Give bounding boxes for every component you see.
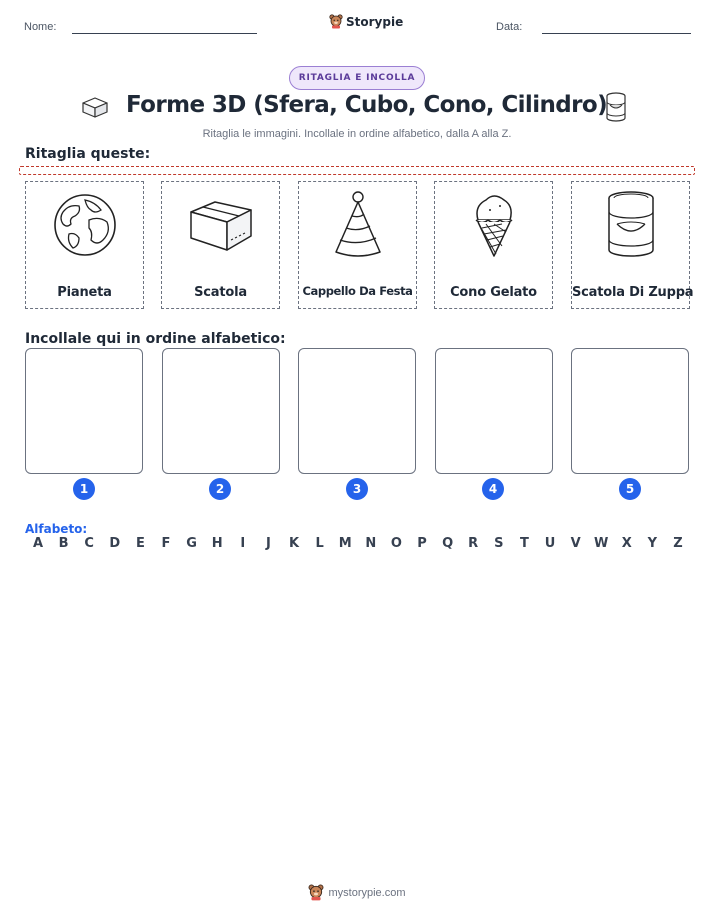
alphabet-letter: B: [58, 536, 69, 551]
alphabet-letter: Q: [442, 536, 454, 551]
party-hat-icon: [324, 190, 392, 260]
alphabet-letter: P: [417, 536, 427, 551]
soup-can-icon: [597, 190, 665, 260]
alphabet-letter: H: [211, 536, 223, 551]
alphabet-letter: M: [338, 536, 352, 551]
brand-logo: [329, 14, 403, 29]
paste-box-4[interactable]: [435, 348, 553, 474]
paste-box-3[interactable]: [298, 348, 416, 474]
alphabet-letter: K: [288, 536, 300, 551]
box-icon: [80, 94, 110, 120]
slot-number: 1: [73, 478, 95, 500]
paste-boxes: [25, 348, 690, 503]
footer-url[interactable]: mystorypie.com: [328, 886, 406, 899]
cut-card-pianeta[interactable]: [25, 181, 144, 309]
brand-name: Storypie: [346, 14, 404, 29]
slot-number: 2: [209, 478, 231, 500]
cut-cards: [25, 181, 694, 309]
alphabet-letter: T: [519, 536, 529, 551]
alphabet-letter: I: [240, 536, 246, 551]
page-title: Forme 3D (Sfera, Cubo, Cono, Cilindro): [126, 92, 607, 118]
cut-card-label: Scatola Di Zuppa: [572, 285, 694, 300]
cut-card-cono-gelato[interactable]: [434, 181, 553, 309]
alphabet-letter: E: [135, 536, 145, 551]
footer: [0, 884, 714, 901]
instructions: Ritaglia le immagini. Incollale in ordine alfabetico, dalla A alla Z.: [202, 128, 512, 140]
alphabet-letter: J: [265, 536, 271, 551]
cut-line: [19, 166, 695, 175]
alphabet-letter: Y: [647, 536, 658, 551]
paste-box-5[interactable]: [571, 348, 689, 474]
alphabet-letter: S: [494, 536, 504, 551]
bear-mascot-icon: [308, 884, 324, 901]
cut-card-scatola-di-zuppa[interactable]: [571, 181, 694, 309]
bear-mascot-icon: [329, 14, 343, 29]
date-label: Data:: [496, 21, 523, 33]
paste-box-2[interactable]: [162, 348, 280, 474]
alphabet-letter: Z: [673, 536, 683, 551]
slot-number: 4: [482, 478, 504, 500]
activity-badge: RITAGLIA E INCOLLA: [289, 66, 425, 90]
box-icon: [187, 190, 255, 260]
alphabet-letter: U: [544, 536, 556, 551]
alphabet-letter: W: [594, 536, 609, 551]
alphabet-letter: C: [84, 536, 94, 551]
name-line[interactable]: [72, 33, 257, 34]
cut-heading: Ritaglia queste:: [25, 146, 151, 162]
alphabet-label: Alfabeto:: [25, 522, 88, 536]
alphabet-letter: F: [161, 536, 171, 551]
alphabet-letter: V: [570, 536, 581, 551]
alphabet-letter: X: [621, 536, 632, 551]
date-line[interactable]: [542, 33, 691, 34]
alphabet-letter: R: [468, 536, 479, 551]
alphabet-letter: L: [315, 536, 324, 551]
alphabet-letter: G: [186, 536, 197, 551]
worksheet-header: [24, 14, 690, 38]
name-label: Nome:: [24, 21, 57, 33]
alphabet-letter: D: [109, 536, 121, 551]
ice-cream-cone-icon: [460, 190, 528, 260]
planet-icon: [51, 190, 119, 260]
alphabet-letter: N: [365, 536, 377, 551]
cut-card-label: Cappello Da Festa: [302, 284, 413, 298]
paste-box-1[interactable]: [25, 348, 143, 474]
alphabet-letter: O: [390, 536, 402, 551]
cut-card-label: Pianeta: [57, 285, 112, 300]
alphabet-strip: [25, 536, 690, 556]
cut-card-label: Scatola: [194, 285, 247, 300]
title-row: [0, 92, 714, 126]
soup-can-icon: [604, 92, 628, 122]
cut-card-cappello-da-festa[interactable]: [298, 181, 417, 309]
paste-heading: Incollale qui in ordine alfabetico:: [25, 331, 286, 347]
cut-card-scatola[interactable]: [161, 181, 280, 309]
slot-number: 5: [619, 478, 641, 500]
cut-card-label: Cono Gelato: [450, 285, 537, 300]
alphabet-letter: A: [32, 536, 44, 551]
slot-number: 3: [346, 478, 368, 500]
